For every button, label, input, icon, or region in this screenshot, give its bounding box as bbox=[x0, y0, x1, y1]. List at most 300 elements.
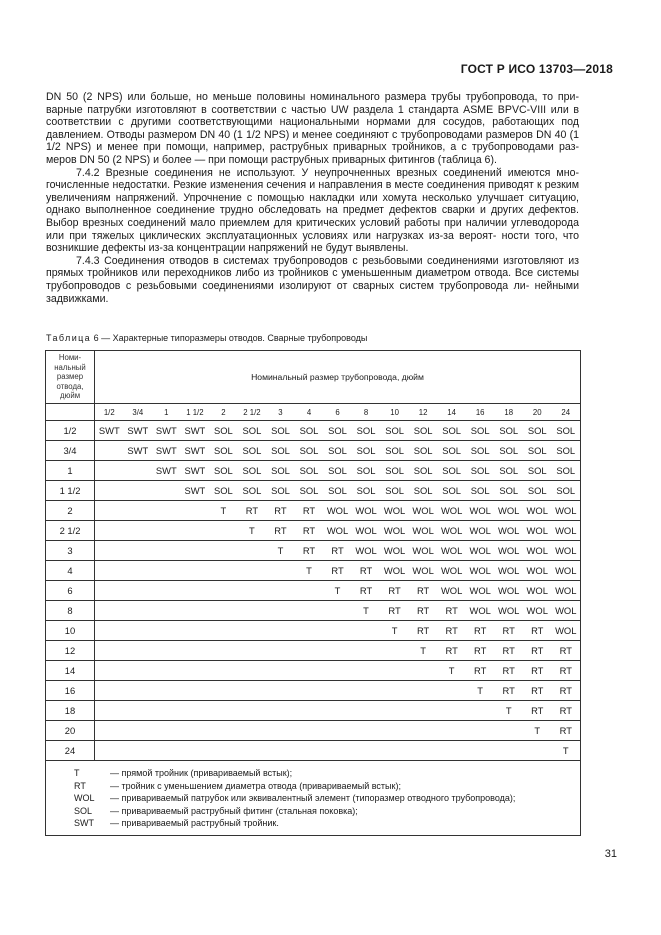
fitting-code bbox=[124, 665, 153, 676]
legend-description: — привариваемый раструбный тройник. bbox=[110, 818, 279, 829]
legend-abbreviation: RT bbox=[74, 780, 86, 791]
legend-abbreviation: T bbox=[74, 768, 80, 779]
fitting-code bbox=[124, 585, 153, 596]
row-cells bbox=[95, 521, 581, 541]
fitting-code bbox=[152, 705, 181, 716]
fitting-code: SOL bbox=[442, 445, 462, 456]
fitting-code bbox=[323, 605, 352, 616]
fitting-code bbox=[95, 445, 124, 456]
row-cells bbox=[95, 721, 581, 741]
fitting-code: RT bbox=[274, 505, 287, 516]
fitting-code: SOL bbox=[242, 465, 262, 476]
table-row bbox=[46, 581, 581, 601]
fitting-code: SOL bbox=[328, 465, 347, 476]
fitting-code: WOL bbox=[498, 545, 520, 556]
fitting-code: SOL bbox=[328, 485, 347, 496]
row-cells bbox=[95, 601, 581, 621]
legend-row bbox=[46, 761, 581, 836]
fitting-code bbox=[209, 685, 238, 696]
fitting-code: T bbox=[249, 525, 255, 536]
fitting-code: WOL bbox=[469, 525, 491, 536]
fitting-code bbox=[466, 745, 495, 756]
fitting-code: RT bbox=[531, 685, 544, 696]
legend-item bbox=[74, 817, 580, 829]
fitting-code: SOL bbox=[499, 425, 519, 436]
fitting-code bbox=[266, 665, 295, 676]
branch-size-label: 1/2 bbox=[46, 421, 95, 441]
column-size-cells bbox=[95, 404, 581, 421]
fitting-code bbox=[181, 745, 210, 756]
fitting-code bbox=[152, 645, 181, 656]
fitting-code: SOL bbox=[271, 465, 290, 476]
fitting-code bbox=[409, 745, 438, 756]
fitting-code: T bbox=[391, 625, 398, 636]
fitting-code: WOL bbox=[412, 525, 434, 536]
fitting-code: T bbox=[477, 685, 484, 696]
fitting-code: SOL bbox=[242, 485, 262, 496]
fitting-code: T bbox=[420, 645, 426, 656]
body-text bbox=[46, 91, 579, 305]
fitting-code: T bbox=[534, 725, 541, 736]
fitting-code: SWT bbox=[184, 465, 206, 476]
fitting-code bbox=[152, 725, 181, 736]
table-row bbox=[46, 741, 581, 761]
fitting-code bbox=[152, 505, 181, 516]
column-size: 12 bbox=[418, 407, 428, 417]
fitting-code: RT bbox=[331, 545, 344, 556]
fitting-code: SOL bbox=[527, 445, 547, 456]
fitting-code: WOL bbox=[498, 605, 520, 616]
fitting-code: SOL bbox=[299, 465, 319, 476]
fitting-code: WOL bbox=[526, 585, 548, 596]
fitting-code bbox=[266, 585, 295, 596]
fitting-code bbox=[95, 685, 124, 696]
fitting-code: RT bbox=[559, 665, 572, 676]
fitting-code: RT bbox=[302, 525, 316, 536]
branch-size-label: 6 bbox=[46, 581, 95, 601]
fitting-code: WOL bbox=[440, 525, 463, 536]
branch-size-label: 3 bbox=[46, 541, 95, 561]
fitting-code: RT bbox=[559, 725, 572, 736]
fitting-code: WOL bbox=[383, 505, 406, 516]
legend-description: — тройник с уменьшением диаметра отвода (привариваемый встык); bbox=[110, 780, 401, 791]
legend-description: — привариваемый раструбный фитинг (стальная поковка); bbox=[110, 805, 358, 816]
fitting-code bbox=[352, 725, 381, 736]
fitting-code bbox=[95, 485, 124, 496]
fitting-code bbox=[209, 525, 238, 536]
fitting-code: SOL bbox=[214, 465, 233, 476]
fitting-code: WOL bbox=[355, 545, 377, 556]
fitting-code: RT bbox=[531, 705, 544, 716]
branch-size-label: 18 bbox=[46, 701, 95, 721]
fitting-code bbox=[238, 705, 267, 716]
column-size: 24 bbox=[561, 407, 571, 417]
branch-size-label: 20 bbox=[46, 721, 95, 741]
fitting-code bbox=[295, 625, 324, 636]
fitting-code bbox=[152, 485, 181, 496]
legend-description: — прямой тройник (привариваемый встык); bbox=[110, 768, 293, 779]
fitting-code: SOL bbox=[499, 485, 519, 496]
fitting-code: RT bbox=[302, 505, 316, 516]
fitting-code bbox=[209, 725, 238, 736]
fitting-code bbox=[380, 705, 409, 716]
column-size: 8 bbox=[363, 407, 369, 417]
row-cells bbox=[95, 461, 581, 481]
fitting-code bbox=[181, 505, 210, 516]
fitting-code: T bbox=[220, 505, 227, 516]
fitting-code: RT bbox=[445, 645, 458, 656]
fitting-code: T bbox=[306, 565, 312, 576]
table-caption-text: — Характерные типоразмеры отводов. Сварные трубопроводы bbox=[101, 333, 368, 343]
fitting-code bbox=[380, 745, 409, 756]
fitting-code: SWT bbox=[127, 425, 149, 436]
fitting-code: SOL bbox=[356, 485, 376, 496]
row-cells bbox=[95, 581, 581, 601]
fitting-code: SOL bbox=[527, 485, 547, 496]
fitting-code: SOL bbox=[214, 445, 233, 456]
fitting-code: SWT bbox=[127, 445, 149, 456]
table-legend bbox=[46, 761, 581, 836]
fitting-code bbox=[437, 685, 466, 696]
fitting-code bbox=[238, 745, 267, 756]
fitting-code bbox=[238, 665, 267, 676]
fitting-code bbox=[124, 725, 153, 736]
column-size-row bbox=[46, 404, 581, 421]
fitting-code: SOL bbox=[356, 425, 376, 436]
fitting-code bbox=[124, 485, 153, 496]
fitting-code: RT bbox=[302, 545, 316, 556]
fitting-code: WOL bbox=[498, 525, 520, 536]
fitting-code bbox=[295, 665, 324, 676]
fitting-code: WOL bbox=[469, 585, 491, 596]
table-caption-word: Таблица bbox=[46, 333, 92, 343]
row-cells bbox=[95, 561, 581, 581]
first-column-header: Номи- нальный размер отвода, дюйм bbox=[46, 351, 95, 404]
row-cells bbox=[95, 641, 581, 661]
fitting-code: RT bbox=[502, 665, 515, 676]
fitting-code: WOL bbox=[440, 545, 463, 556]
legend-abbreviation: SOL bbox=[74, 805, 93, 816]
fitting-code: WOL bbox=[555, 545, 577, 556]
fitting-code bbox=[266, 745, 295, 756]
fitting-code: WOL bbox=[383, 525, 406, 536]
column-size: 20 bbox=[532, 407, 542, 417]
fitting-code: T bbox=[277, 545, 284, 556]
fitting-code bbox=[295, 645, 324, 656]
fitting-code: WOL bbox=[469, 545, 491, 556]
fitting-code: SOL bbox=[470, 465, 490, 476]
fitting-code bbox=[95, 645, 124, 656]
fitting-code bbox=[152, 605, 181, 616]
fitting-code bbox=[323, 725, 352, 736]
fitting-code: RT bbox=[388, 585, 401, 596]
fitting-code: RT bbox=[531, 645, 544, 656]
table-row bbox=[46, 481, 581, 501]
branch-size-label: 24 bbox=[46, 741, 95, 761]
fitting-code: SOL bbox=[299, 425, 319, 436]
fitting-code bbox=[95, 505, 124, 516]
fitting-code: SWT bbox=[155, 465, 177, 476]
table-row bbox=[46, 661, 581, 681]
fitting-code: SOL bbox=[356, 445, 376, 456]
fitting-code: RT bbox=[359, 565, 373, 576]
fitting-code bbox=[181, 685, 210, 696]
fitting-code: WOL bbox=[440, 505, 463, 516]
fitting-code: WOL bbox=[555, 625, 577, 636]
fitting-code bbox=[181, 565, 210, 576]
fitting-code bbox=[238, 565, 267, 576]
fitting-code bbox=[323, 625, 352, 636]
fitting-code bbox=[380, 725, 409, 736]
fitting-code bbox=[409, 685, 438, 696]
fitting-code: WOL bbox=[326, 525, 349, 536]
fitting-code: SOL bbox=[499, 465, 519, 476]
fitting-code: WOL bbox=[526, 525, 548, 536]
fitting-code: WOL bbox=[412, 565, 434, 576]
fitting-code: RT bbox=[559, 685, 572, 696]
fitting-code bbox=[209, 705, 238, 716]
row-cells bbox=[95, 661, 581, 681]
fitting-code: SOL bbox=[470, 445, 490, 456]
fitting-code: T bbox=[448, 665, 455, 676]
fitting-code: RT bbox=[502, 645, 515, 656]
fitting-code: WOL bbox=[383, 545, 406, 556]
fitting-code: SOL bbox=[271, 485, 290, 496]
fitting-code bbox=[466, 725, 495, 736]
fitting-code bbox=[295, 605, 324, 616]
column-size: 1 bbox=[164, 407, 169, 417]
fitting-code: SOL bbox=[556, 485, 576, 496]
fitting-code bbox=[124, 465, 153, 476]
row-cells bbox=[95, 421, 581, 441]
fitting-code: RT bbox=[559, 705, 572, 716]
column-size: 18 bbox=[504, 407, 514, 417]
fitting-code bbox=[266, 705, 295, 716]
fitting-code: T bbox=[363, 605, 369, 616]
fitting-code bbox=[466, 705, 495, 716]
fitting-code bbox=[352, 645, 381, 656]
branch-size-label: 4 bbox=[46, 561, 95, 581]
table-row bbox=[46, 521, 581, 541]
fitting-code bbox=[494, 745, 523, 756]
fitting-code: RT bbox=[445, 625, 458, 636]
fitting-code bbox=[152, 565, 181, 576]
fitting-code bbox=[380, 685, 409, 696]
fitting-code: RT bbox=[274, 525, 287, 536]
fitting-code: SOL bbox=[385, 465, 404, 476]
fitting-code bbox=[266, 645, 295, 656]
fitting-code: WOL bbox=[498, 505, 520, 516]
fitting-code bbox=[181, 545, 210, 556]
fitting-code bbox=[181, 665, 210, 676]
fitting-code bbox=[95, 585, 124, 596]
fitting-code: SOL bbox=[556, 445, 576, 456]
fitting-code: RT bbox=[416, 605, 430, 616]
fitting-code bbox=[152, 745, 181, 756]
fitting-code bbox=[266, 625, 295, 636]
fitting-code: WOL bbox=[469, 565, 491, 576]
fitting-code: SOL bbox=[442, 485, 462, 496]
table-row bbox=[46, 541, 581, 561]
fitting-code: WOL bbox=[555, 585, 577, 596]
fitting-code bbox=[437, 705, 466, 716]
fitting-code: RT bbox=[245, 505, 259, 516]
fitting-code bbox=[181, 705, 210, 716]
column-size: 1/2 bbox=[103, 407, 115, 417]
fitting-code: T bbox=[505, 705, 512, 716]
fitting-code bbox=[124, 545, 153, 556]
row-cells bbox=[95, 541, 581, 561]
fitting-code bbox=[295, 705, 324, 716]
fitting-code bbox=[95, 525, 124, 536]
fitting-code bbox=[181, 605, 210, 616]
fitting-code bbox=[95, 465, 124, 476]
column-size-corner bbox=[46, 404, 95, 421]
fitting-code: WOL bbox=[526, 505, 548, 516]
fitting-code bbox=[95, 745, 124, 756]
fitting-code bbox=[95, 565, 124, 576]
column-size: 6 bbox=[335, 407, 340, 417]
table-row bbox=[46, 721, 581, 741]
fitting-code: SOL bbox=[356, 465, 376, 476]
fitting-code: WOL bbox=[555, 525, 577, 536]
row-cells bbox=[95, 501, 581, 521]
fitting-code: WOL bbox=[555, 565, 577, 576]
fitting-code bbox=[95, 725, 124, 736]
fitting-code bbox=[95, 625, 124, 636]
fitting-code: SOL bbox=[556, 465, 576, 476]
fitting-code bbox=[181, 585, 210, 596]
fitting-code: SOL bbox=[527, 465, 547, 476]
fitting-code bbox=[238, 585, 267, 596]
fitting-code bbox=[409, 665, 438, 676]
branch-size-table bbox=[45, 350, 581, 836]
fitting-code bbox=[295, 725, 324, 736]
table-row bbox=[46, 501, 581, 521]
column-size: 3/4 bbox=[132, 407, 144, 417]
fitting-code: WOL bbox=[555, 505, 577, 516]
fitting-code bbox=[238, 625, 267, 636]
fitting-code bbox=[494, 725, 523, 736]
fitting-code: SOL bbox=[385, 425, 404, 436]
fitting-code: SWT bbox=[184, 445, 206, 456]
fitting-code: SOL bbox=[214, 485, 233, 496]
fitting-code bbox=[266, 605, 295, 616]
fitting-code: SOL bbox=[413, 465, 433, 476]
fitting-code bbox=[152, 665, 181, 676]
fitting-code bbox=[266, 565, 295, 576]
fitting-code bbox=[295, 745, 324, 756]
fitting-code: RT bbox=[474, 625, 487, 636]
row-cells bbox=[95, 701, 581, 721]
fitting-code: WOL bbox=[526, 565, 548, 576]
column-size: 10 bbox=[390, 407, 399, 417]
fitting-code: SWT bbox=[184, 425, 206, 436]
fitting-code: RT bbox=[388, 605, 401, 616]
fitting-code bbox=[323, 645, 352, 656]
fitting-code: RT bbox=[531, 625, 544, 636]
fitting-code: SOL bbox=[470, 425, 490, 436]
fitting-code: WOL bbox=[526, 605, 548, 616]
fitting-code bbox=[238, 605, 267, 616]
fitting-code bbox=[152, 545, 181, 556]
fitting-code bbox=[352, 685, 381, 696]
fitting-code bbox=[295, 585, 324, 596]
row-cells bbox=[95, 481, 581, 501]
document-code: ГОСТ Р ИСО 13703—2018 bbox=[460, 62, 613, 76]
fitting-code: SOL bbox=[442, 425, 462, 436]
legend-item bbox=[74, 767, 580, 779]
fitting-code bbox=[409, 705, 438, 716]
table-row bbox=[46, 421, 581, 441]
fitting-code: SOL bbox=[413, 445, 433, 456]
fitting-code: SOL bbox=[413, 485, 433, 496]
row-cells bbox=[95, 441, 581, 461]
fitting-code bbox=[352, 705, 381, 716]
fitting-code: WOL bbox=[326, 505, 349, 516]
fitting-code bbox=[124, 705, 153, 716]
row-cells bbox=[95, 681, 581, 701]
fitting-code bbox=[124, 565, 153, 576]
fitting-code bbox=[209, 605, 238, 616]
fitting-code: SOL bbox=[328, 445, 347, 456]
table-row bbox=[46, 441, 581, 461]
fitting-code: SOL bbox=[299, 445, 319, 456]
fitting-code: SOL bbox=[442, 465, 462, 476]
fitting-code bbox=[181, 625, 210, 636]
fitting-code: SOL bbox=[527, 425, 547, 436]
fitting-code: RT bbox=[331, 565, 344, 576]
fitting-code bbox=[238, 545, 267, 556]
branch-size-label: 1 1/2 bbox=[46, 481, 95, 501]
fitting-code bbox=[523, 745, 552, 756]
fitting-code: WOL bbox=[440, 565, 463, 576]
fitting-code bbox=[238, 685, 267, 696]
fitting-code: SOL bbox=[242, 425, 262, 436]
fitting-code: SOL bbox=[328, 425, 347, 436]
branch-size-label: 2 1/2 bbox=[46, 521, 95, 541]
fitting-code: SOL bbox=[271, 445, 290, 456]
fitting-code: RT bbox=[416, 585, 430, 596]
column-size: 1 1/2 bbox=[186, 407, 204, 417]
fitting-code: RT bbox=[559, 645, 572, 656]
fitting-code: SWT bbox=[155, 445, 177, 456]
fitting-code: SOL bbox=[413, 425, 433, 436]
table-row bbox=[46, 601, 581, 621]
paragraph-7-4-2: 7.4.2 Врезные соединения не используют. У неупрочненных врезных соединений имеются мно- гочисленные недостатки. Резкие изменения сечения и направления в месте соединения приводят к резким увеличениям напряжений. Упрочнение с помощью накладки или хомута несколько улучшает ситуацию, однако выполненное соединение трудно обследовать на предмет дефектов сварки и других дефектов. Выбор врезных соединений мало приемлем для критических условий работы при наличии углеводорода или при тяжелых циклических эксплуатационных условиях или нагрузках из-за вероят- ности того, что возникшие дефекты из-за концентрации напряжений не будут выявлены. bbox=[46, 166, 579, 255]
fitting-code: RT bbox=[474, 665, 487, 676]
fitting-code bbox=[152, 685, 181, 696]
table-row bbox=[46, 641, 581, 661]
fitting-code bbox=[181, 525, 210, 536]
fitting-code: WOL bbox=[469, 505, 491, 516]
paragraph-7-4-3: 7.4.3 Соединения отводов в системах трубопроводов с резьбовыми соединениями изготовляют из прямых тройников или переходников либо из тройников с уменьшенным диаметром отвода. Все системы трубопроводов с резьбовыми соединениями изолируют от сварных систем трубопровода ли- нейными задвижками. bbox=[46, 254, 579, 305]
fitting-code bbox=[323, 685, 352, 696]
fitting-code bbox=[352, 745, 381, 756]
table-caption-number: 6 bbox=[93, 333, 99, 343]
fitting-code bbox=[209, 645, 238, 656]
column-size: 2 bbox=[221, 407, 226, 417]
fitting-code: SOL bbox=[499, 445, 519, 456]
fitting-code bbox=[238, 645, 267, 656]
fitting-code bbox=[152, 625, 181, 636]
fitting-code bbox=[124, 645, 153, 656]
fitting-code: SOL bbox=[271, 425, 290, 436]
paragraph-continuation: DN 50 (2 NPS) или больше, но меньше половины номинального размера трубы трубопровода, то при- варные патрубки изготовляют в соответствии с частью UW раздела 1 стандарта ASME BPVC-VIII или в соответствии с другими соответствующими национальными нормами для сосудов, работающих под давлением. Отводы размером DN 40 (1 1/2 NPS) и менее соединяют с трубопроводами размеров DN 40 (1 1/2 NPS) и менее при помощи, например, раструбных приварных тройников, а с трубопроводами раз- меров DN 50 (2 NPS) и более — при помощи раструбных приварных фитингов (таблица 6). bbox=[46, 91, 579, 166]
table-row bbox=[46, 681, 581, 701]
fitting-code bbox=[266, 685, 295, 696]
fitting-code: T bbox=[334, 585, 341, 596]
